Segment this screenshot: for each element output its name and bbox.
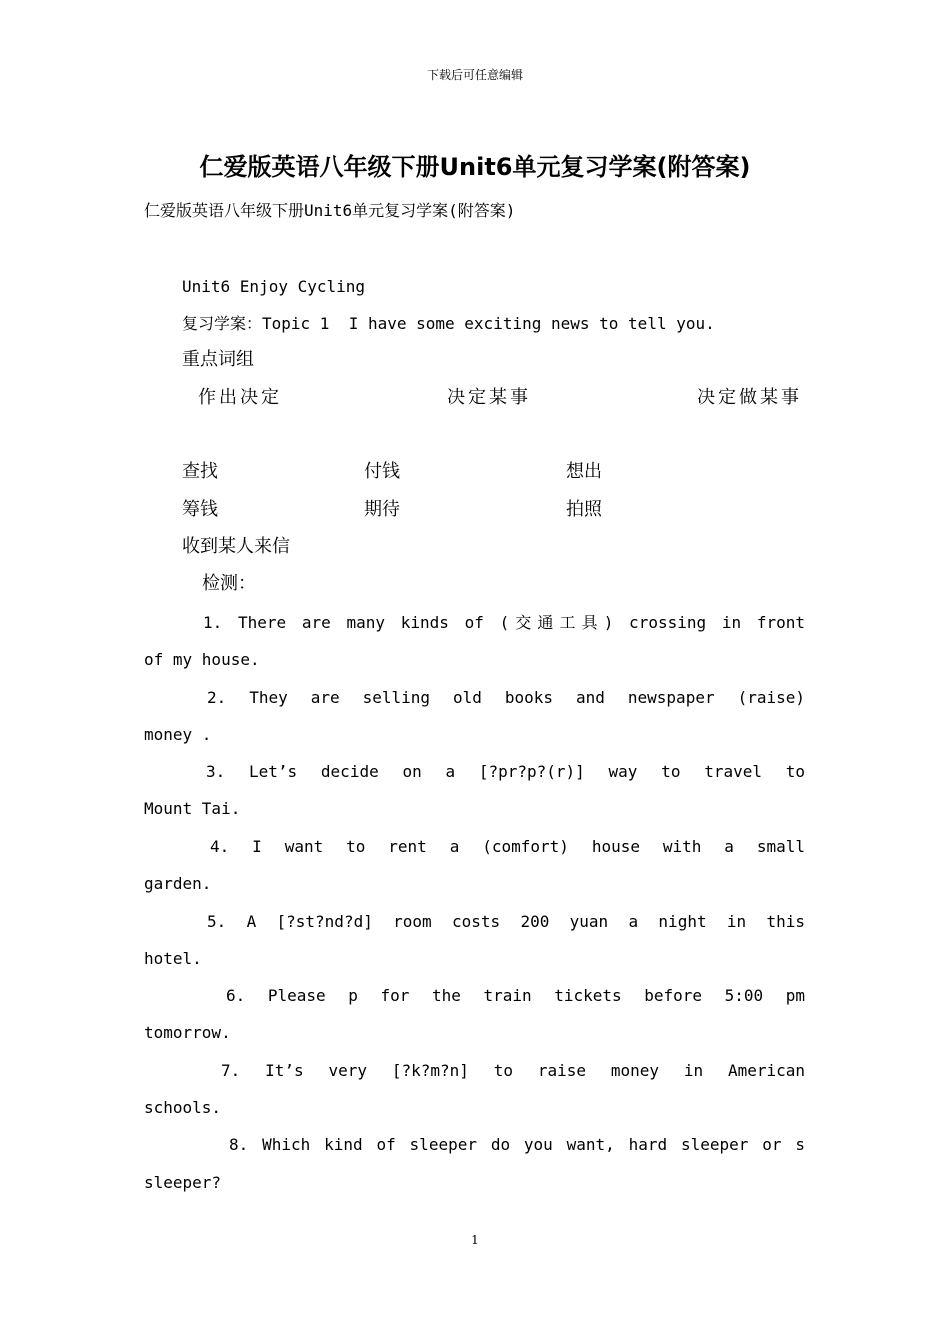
question-line: 5. A [?st?nd?d] room costs 200 yuan a night in this <box>207 912 805 931</box>
question-line: hotel. <box>144 949 202 968</box>
phrases-heading: 重点词组 <box>182 349 254 370</box>
phrase-item: 想出 <box>566 461 602 482</box>
test-heading: 检测： <box>202 573 256 594</box>
question-line: sleeper? <box>144 1173 222 1192</box>
phrase-item: 决定某事 <box>447 387 531 408</box>
question-line: 4. I want to rent a (comfort) house with a small <box>210 837 805 856</box>
question-line: 1. There are many kinds of (交通工具) crossing in front <box>203 613 805 632</box>
question-line: 6. Please p for the train tickets before 5:00 pm <box>226 986 805 1005</box>
phrase-item: 筹钱 <box>182 499 218 520</box>
phrase-item: 期待 <box>364 499 400 520</box>
phrase-item: 付钱 <box>364 461 400 482</box>
question-line: schools. <box>144 1098 222 1117</box>
document-subtitle: 仁爱版英语八年级下册Unit6单元复习学案(附答案) <box>144 201 516 220</box>
phrase-item: 决定做某事 <box>697 387 802 408</box>
question-line: 8. Which kind of sleeper do you want, hard sleeper or s <box>229 1135 805 1154</box>
phrase-item: 作出决定 <box>198 387 282 408</box>
question-line: garden. <box>144 874 212 893</box>
phrase-item: 查找 <box>182 461 218 482</box>
page-number: 1 <box>471 1233 479 1247</box>
question-line: 7. It’s very [?k?m?n] to raise money in American <box>221 1061 805 1080</box>
phrase-item: 拍照 <box>566 499 602 520</box>
phrase-item: 收到某人来信 <box>182 536 290 557</box>
topic-line: 复习学案：Topic 1 I have some exciting news to tell you. <box>182 314 715 333</box>
question-line: 2. They are selling old books and newspaper (raise) <box>207 688 805 707</box>
question-line: money . <box>144 725 212 744</box>
question-line: tomorrow. <box>144 1023 231 1042</box>
page-header: 下载后可任意编辑 <box>426 68 523 82</box>
unit-title: Unit6 Enjoy Cycling <box>182 277 366 296</box>
document-title: 仁爱版英语八年级下册Unit6单元复习学案(附答案) <box>199 153 751 181</box>
question-line: 3. Let’s decide on a [?pr?p?(r)] way to travel to <box>206 762 805 781</box>
question-line: of my house. <box>144 650 260 669</box>
question-line: Mount Tai. <box>144 799 241 818</box>
